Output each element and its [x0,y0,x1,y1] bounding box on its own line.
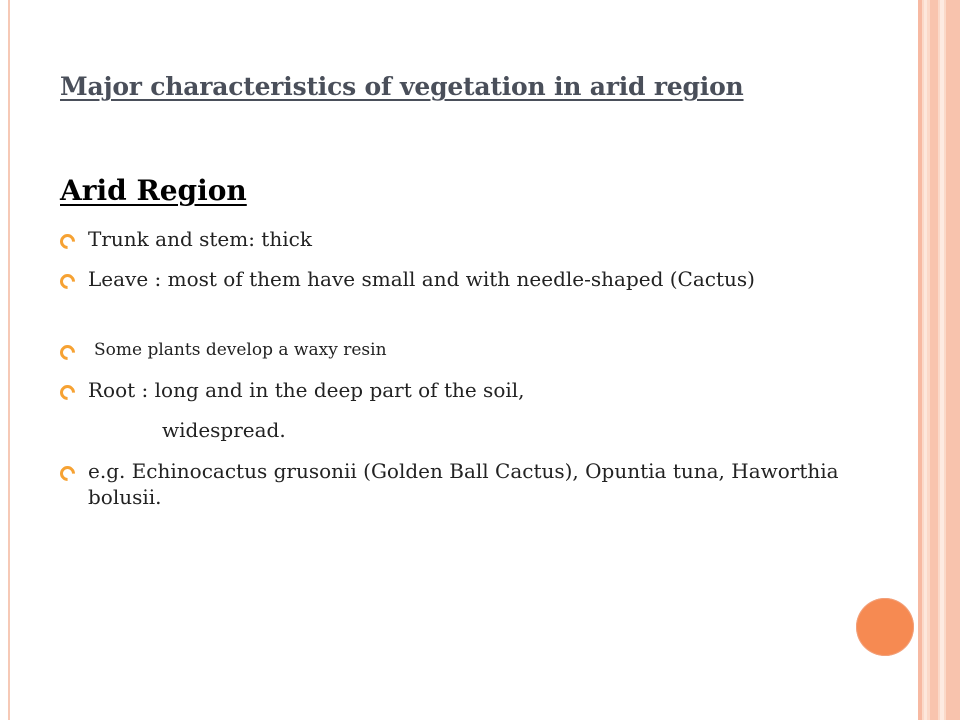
bullet-item [60,337,840,363]
bullet-text: Leave : most of them have small and with needle-shaped (Cactus) [88,267,755,291]
bullet-icon [57,231,78,252]
bullet-item [60,458,840,510]
bullet-item [60,377,840,403]
bullet-icon [57,463,78,484]
left-border [8,0,10,720]
bullet-icon [57,271,78,292]
decorative-stripe [940,0,944,720]
bullet-text: Some plants develop a waxy resin [94,340,387,360]
slide-title: Major characteristics of vegetation in arid region [60,72,744,101]
decorative-stripe [918,0,922,720]
orange-circle-decoration [856,598,914,656]
decorative-stripe [930,0,938,720]
bullet-text: e.g. Echinocactus grusonii (Golden Ball Cactus), Opuntia tuna, Haworthia bolusii. [88,459,839,509]
bullet-icon [57,382,78,403]
decorative-stripe [924,0,927,720]
bullet-item [60,266,840,292]
bullet-icon [57,342,78,363]
bullet-text: Root : long and in the deep part of the soil, [88,378,525,402]
decorative-stripe [946,0,960,720]
bullet-item [60,226,840,252]
bullet-text: Trunk and stem: thick [88,227,312,251]
bullet-continuation: widespread. [162,418,286,442]
section-heading: Arid Region [60,174,247,207]
